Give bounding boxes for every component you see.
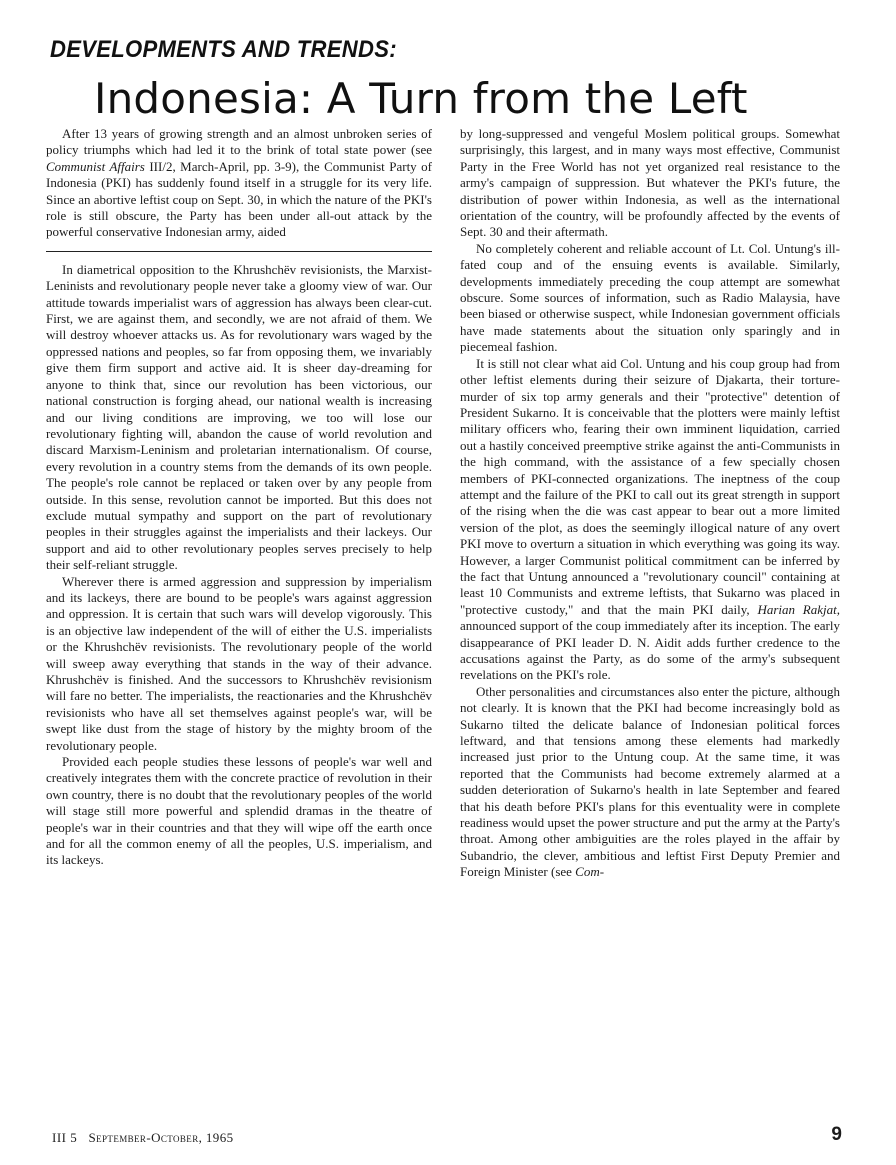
intro-text-b: III/2, March-April, pp. 3-9), the Communist Party of Indonesia (PKI) has suddenly found itself in a struggle for its very life. Since an abortive leftist coup on Sept. 30, in which the nature of the PKI's role is still obscure, the Party has been under all-out attack by the powerful conservative Indonesian army, aided xyxy=(46,158,432,240)
inset-divider xyxy=(46,251,432,252)
issue-number: III 5 xyxy=(52,1130,78,1145)
inset-paragraph: Wherever there is armed aggression and suppression by imperialism and its lackeys, there are bound to be people's wars against aggression and oppression. It is certain that such wars will develop vigorously. This is an objective law independent of the will of either the U.S. imperialists or the Khrushchëv revisionists. The revolutionary people of the world will sweep away everything that stands in the way of their advance. Khrushchëv is finished. And the successors to Khrushchëv revisionism will fare no better. The imperialists, the reactionaries and the Khrushchëv revisionists who have all set themselves against people's war, will be swept like dust from the stage of history by the mighty broom of the revolutionary people. xyxy=(46,573,432,753)
page-number: 9 xyxy=(831,1124,842,1145)
body-paragraph: No completely coherent and reliable account of Lt. Col. Untung's ill-fated coup and of the ensuing events is available. Similarly, developments immediately preceding the coup attempt are somewhat obscure. Some sources of information, such as Radio Malaysia, have been biased or otherwise suspect, while Indonesian government officials have made statements about the situation only sparingly and in piecemeal fashion. xyxy=(460,240,840,355)
body-text-b: announced support of the coup immediately after its inception. The early disappearance of PKI leader D. N. Aidit adds further credence to the accusations against the Party, as do some of the army's subsequent revelations on the PKI's role. xyxy=(460,618,840,683)
newspaper-title: Harian Rakjat, xyxy=(757,601,840,617)
continued-paragraph: by long-suppressed and vengeful Moslem political groups. Somewhat surprisingly, this largest, and in many ways most effective, Communist Party in the Free World has not yet organized real resistance to the army's campaign of suppression. But whatever the PKI's future, the distribution of power within Indonesia, as well as the international orientation of the country, will be profoundly affected by the events of Sept. 30 and their aftermath. xyxy=(460,126,840,240)
issue-date: September-October, 1965 xyxy=(88,1130,234,1145)
continued-reference: Com- xyxy=(575,864,605,880)
quoted-inset xyxy=(46,262,432,869)
body-paragraph xyxy=(460,356,840,684)
intro-paragraph xyxy=(46,126,432,241)
inset-paragraph: In diametrical opposition to the Khrushchëv revisionists, the Marxist-Leninists and revolutionary people never take a gloomy view of war. Our attitude towards imperialist wars of aggression has always been clear-cut. First, we are against them, and secondly, we are not afraid of them. We will destroy whoever attacks us. As for revolutionary wars waged by the oppressed nations and peoples, so far from opposing them, we invariably give them firm support and active aid. It is sheer day-dreaming for anyone to think that, since our revolution has been victorious, our national construction is forging ahead, our national wealth is increasing and our living conditions are improving, we too will lose our revolutionary fighting will, abandon the cause of world revolution and discard Marxism-Leninism and proletarian internationalism. Of course, every revolution in a country stems from the demands of its own people. The people's role cannot be replaced or taken over by any people from outside. In this sense, revolution cannot be imported. But this does not exclude mutual sympathy and support on the part of revolutionary peoples in their struggles against the imperialists and their lackeys. Our support and aid to other revolutionary peoples serves precisely to help their self-reliant struggle. xyxy=(46,261,432,573)
body-text-a: Other personalities and circumstances also enter the picture, although not clearly. It is known that the PKI had become increasingly bold as Sukarno tilted the delicate balance of Indonesian political forces leftward, and that tensions among these elements had markedly increased just prior to the Untung coup. At the same time, it was reported that the Communists had become extremely alarmed at a sudden deterioration of Sukarno's health in late September and feared that his death before PKI's plans for this eventuality were in complete readiness would upset the power structure and put the army at the Party's throat. Among other ambiguities are the roles played in the affair by Subandrio, the clever, ambitious and leftist First Deputy Premier and Foreign Minister (see xyxy=(460,683,840,880)
article-title: Indonesia: A Turn from the Left xyxy=(94,74,748,123)
left-column xyxy=(46,126,432,869)
intro-text-a: After 13 years of growing strength and an almost unbroken series of policy triumphs which had led it to the brink of total state power (see xyxy=(46,126,432,158)
issue-label xyxy=(52,1130,234,1146)
body-text-a: It is still not clear what aid Col. Untung and his coup group had from other leftist elements during their seizure of Djakarta, their torture-murder of six top army generals and their "protective" detention of President Sukarno. It is conceivable that the plotters were mainly leftist military officers who, fearing their own imminent liquidation, carried out a hastily conceived preemptive strike against the anti-Communists in the high command, with the assistance of a few specially chosen members of PKI-connected organizations. The ineptness of the coup attempt and the failure of the PKI to call out its great strength in support of the rising when the die was cast appear to bear out a more limited version of the plot, as does the seemingly illogical nature of any overt PKI move to overturn a situation in which everything was going its way. However, a larger Communist political commitment can be inferred by the fact that Untung announced a "revolutionary council" containing at least 10 Communists and extreme leftists, that Sukarno was placed in "protective custody," and that the main PKI daily, xyxy=(460,355,840,617)
inset-paragraph: Provided each people studies these lessons of people's war well and creatively integrates them with the concrete practice of revolution in their own country, there is no doubt that the revolutionary peoples of the world will stage still more powerful and splendid dramas in the theatre of people's war in their countries and that they will wipe off the earth once and for all the common enemy of all the peoples, U.S. imperialism, and its lackeys. xyxy=(46,754,432,868)
section-kicker: DEVELOPMENTS AND TRENDS: xyxy=(50,36,397,63)
journal-title-ref: Communist Affairs xyxy=(46,158,145,174)
right-column xyxy=(460,126,840,881)
body-paragraph xyxy=(460,684,840,881)
